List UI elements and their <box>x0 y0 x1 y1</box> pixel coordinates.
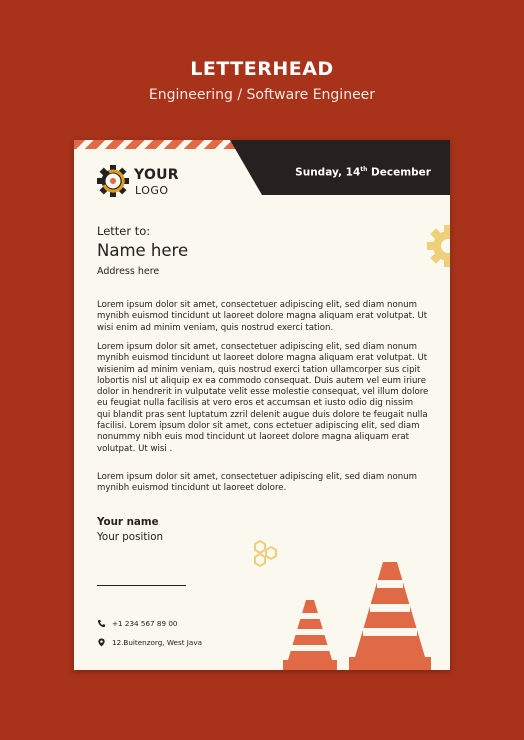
phone-number: +1 234 567 89 00 <box>112 619 178 628</box>
letterhead-sheet <box>74 140 450 670</box>
letter-date: Sunday, 14th December <box>295 166 431 179</box>
location-pin-icon <box>97 638 106 647</box>
recipient-name: Name here <box>97 241 189 260</box>
body-paragraph-2: Lorem ipsum dolor sit amet, consectetuer adipiscing elit, sed diam nonum mynibh euismod tincidunt ut laoreet dolore magna aliquam erat volutpat. Ut wisienim ad minim veniam, quis nostrud exerci tation ullamcorper sus cipit lobortis nisl ut aliquip ex ea commodo consequat. Duis autem vel eum iriure dolor in hendrerit in vulputate velit esse molestie consequat, vel illum dolore eu feugiat nulla facilisis at vero eros et accumsan et iusto odio dig nissim qui blandit pras sent luptatum zzril delenit augue duis dolore te feugait nulla facilisi. Lorem ipsum dolor sit amet, cons ectetuer adipiscing elit, sed diam nonummy nibh euis mod tincidunt ut laoreet dolore magna aliquam erat volutpat. Ut wisi . <box>97 342 429 454</box>
signature-name: Your name <box>97 516 159 528</box>
contact-phone <box>97 619 177 628</box>
phone-icon <box>97 619 106 628</box>
body-paragraph-3: Lorem ipsum dolor sit amet, consectetuer adipiscing elit, sed diam nonum mynibh euismod tincidunt ut laoreet dolore. <box>97 472 417 494</box>
large-cone <box>349 562 431 670</box>
address-text: 12.Buitenzorg, West Java <box>112 638 202 647</box>
decorative-gear-icon <box>426 224 450 268</box>
recipient-address: Address here <box>97 266 160 277</box>
logo-text-your: YOUR <box>134 167 179 183</box>
page-title: LETTERHEAD <box>190 58 334 80</box>
body-paragraph-1: Lorem ipsum dolor sit amet, consectetuer adipiscing elit, sed diam nonum mynibh euismod tincidunt ut laoreet dolore magna aliquam erat volutpat. Ut wisi enim ad minim veniam, quis nostrud exerci tation. <box>97 300 428 333</box>
contact-address <box>97 638 202 647</box>
traffic-cones-illustration <box>274 550 450 670</box>
gear-logo-icon <box>96 164 130 198</box>
small-cone <box>283 600 337 670</box>
signature-position: Your position <box>97 531 164 543</box>
page-subtitle: Engineering / Software Engineer <box>148 87 376 103</box>
signature-line <box>97 585 186 586</box>
recipient-label: Letter to: <box>97 224 151 238</box>
logo-text-logo: LOGO <box>135 184 169 197</box>
